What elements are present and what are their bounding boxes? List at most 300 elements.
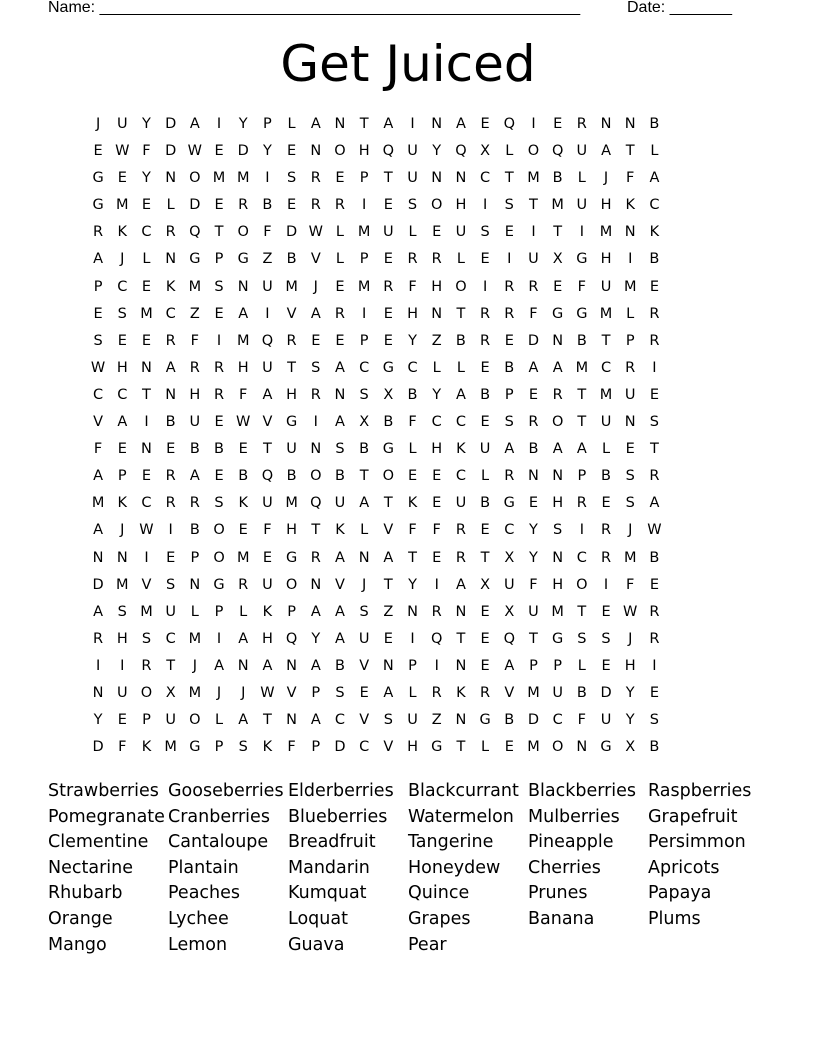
grid-letter: A <box>238 712 249 729</box>
grid-letter: E <box>166 441 176 458</box>
grid-letter: M <box>188 630 202 647</box>
word-list-item: Cherries <box>528 857 601 878</box>
grid-row <box>86 437 734 464</box>
grid-letter: T <box>529 630 538 647</box>
grid-row <box>86 546 734 573</box>
grid-letter: U <box>189 414 201 431</box>
grid-row <box>86 220 734 247</box>
word-list-item: Pineapple <box>528 832 614 853</box>
grid-letter: T <box>383 576 393 593</box>
grid-letter: T <box>408 549 417 566</box>
grid-letter: D <box>334 739 346 756</box>
grid-letter: P <box>625 332 635 349</box>
grid-letter: L <box>360 522 369 539</box>
grid-letter: Y <box>311 630 321 647</box>
grid-letter: J <box>192 657 197 674</box>
grid-letter: T <box>480 549 490 566</box>
grid-letter: R <box>93 224 104 241</box>
grid-letter: M <box>91 495 105 512</box>
grid-row <box>86 518 734 545</box>
grid-letter: M <box>212 170 226 187</box>
grid-letter: P <box>117 468 127 485</box>
grid-letter: E <box>432 549 442 566</box>
grid-letter: M <box>116 576 129 593</box>
grid-letter: C <box>359 359 370 376</box>
grid-letter: J <box>95 116 101 132</box>
grid-letter: H <box>116 630 128 647</box>
grid-letter: O <box>527 143 540 160</box>
grid-letter: N <box>237 657 249 674</box>
grid-letter: A <box>504 657 515 674</box>
grid-letter: T <box>383 170 393 187</box>
grid-letter: N <box>92 684 104 701</box>
word-list-item: Lemon <box>168 934 228 955</box>
grid-letter: R <box>141 657 152 674</box>
word-list-item: Lychee <box>168 908 229 929</box>
grid-row <box>86 166 734 193</box>
grid-letter: R <box>649 630 660 647</box>
grid-row <box>86 112 734 139</box>
grid-letter: N <box>189 576 201 593</box>
grid-letter: M <box>551 197 564 214</box>
grid-letter: M <box>527 739 540 756</box>
grid-letter: K <box>141 739 152 756</box>
grid-letter: R <box>431 251 442 268</box>
grid-letter: C <box>141 224 152 241</box>
grid-letter: B <box>334 468 345 485</box>
grid-letter: Y <box>432 386 442 403</box>
grid-letter: H <box>600 251 612 268</box>
grid-letter: R <box>93 630 104 647</box>
grid-letter: F <box>118 739 127 756</box>
word-list-item: Kumquat <box>288 883 367 904</box>
grid-letter: W <box>187 143 203 160</box>
grid-letter: B <box>214 441 224 458</box>
grid-letter: C <box>117 386 128 403</box>
grid-letter: G <box>382 441 394 458</box>
word-list-item: Blueberries <box>288 806 388 827</box>
grid-letter: B <box>649 739 660 756</box>
grid-letter: U <box>624 386 636 403</box>
grid-letter: B <box>359 441 370 458</box>
grid-row <box>86 681 734 708</box>
grid-letter: O <box>334 143 346 160</box>
word-list-item: Pomegranate <box>48 806 165 827</box>
grid-letter: E <box>528 495 539 512</box>
grid-letter: D <box>600 684 612 701</box>
word-list-item: Grapefruit <box>648 806 738 827</box>
grid-letter: I <box>434 576 439 593</box>
grid-letter: F <box>408 522 417 539</box>
grid-letter: L <box>577 657 586 674</box>
grid-letter: E <box>117 441 127 458</box>
grid-letter: U <box>286 441 297 458</box>
grid-letter: E <box>238 522 248 539</box>
grid-letter: R <box>213 359 225 376</box>
grid-letter: Y <box>408 332 417 349</box>
grid-letter: M <box>599 224 613 241</box>
grid-letter: A <box>117 414 128 431</box>
grid-letter: M <box>285 278 298 295</box>
grid-letter: A <box>528 359 539 376</box>
grid-letter: M <box>357 278 371 295</box>
grid-letter: H <box>600 197 612 214</box>
grid-letter: E <box>214 197 224 214</box>
word-list-item: Persimmon <box>648 832 746 853</box>
grid-letter: I <box>652 359 657 376</box>
grid-letter: C <box>431 414 442 431</box>
grid-letter: N <box>141 359 152 376</box>
grid-letter: B <box>576 684 587 701</box>
grid-letter: E <box>214 414 224 431</box>
grid-letter: J <box>628 630 633 647</box>
grid-letter: A <box>310 116 321 132</box>
grid-letter: L <box>456 251 465 268</box>
grid-letter: N <box>576 739 588 756</box>
grid-letter: S <box>649 414 660 431</box>
grid-letter: A <box>335 630 345 647</box>
grid-letter: H <box>552 495 564 512</box>
grid-letter: F <box>263 224 272 241</box>
grid-letter: I <box>95 657 101 674</box>
grid-letter: Y <box>142 170 151 187</box>
grid-letter: F <box>93 441 103 458</box>
grid-row <box>86 573 734 600</box>
grid-letter: T <box>383 495 393 512</box>
grid-letter: B <box>189 441 200 458</box>
grid-letter: E <box>432 224 442 241</box>
grid-letter: U <box>455 224 467 241</box>
grid-letter: E <box>625 441 635 458</box>
grid-letter: F <box>142 143 151 160</box>
grid-letter: G <box>92 170 104 187</box>
grid-letter: P <box>577 468 587 485</box>
grid-letter: A <box>189 468 200 485</box>
grid-letter: N <box>552 549 564 566</box>
grid-letter: I <box>603 576 609 593</box>
grid-letter: M <box>236 332 250 349</box>
grid-letter: K <box>456 684 466 701</box>
grid-letter: I <box>168 522 173 539</box>
grid-letter: U <box>383 224 394 241</box>
grid-letter: C <box>649 197 660 214</box>
grid-letter: U <box>262 576 273 593</box>
grid-letter: P <box>529 657 538 674</box>
grid-letter: P <box>504 386 514 403</box>
grid-letter: H <box>552 576 564 593</box>
grid-letter: W <box>308 224 323 241</box>
grid-letter: G <box>92 197 104 214</box>
word-list-item: Mango <box>48 934 107 955</box>
word-list-item: Raspberries <box>648 781 752 801</box>
grid-letter: R <box>431 603 442 620</box>
grid-letter: F <box>529 305 538 322</box>
grid-letter: R <box>238 197 249 214</box>
grid-letter: B <box>286 251 297 268</box>
grid-letter: Q <box>503 116 515 132</box>
grid-letter: S <box>649 712 660 729</box>
grid-letter: K <box>165 278 176 295</box>
grid-letter: S <box>504 197 514 214</box>
grid-letter: B <box>286 468 297 485</box>
grid-letter: B <box>601 468 611 485</box>
grid-letter: Q <box>431 630 443 647</box>
grid-letter: B <box>455 332 466 349</box>
grid-letter: M <box>599 386 613 403</box>
grid-letter: P <box>408 657 417 674</box>
grid-letter: F <box>263 522 272 539</box>
grid-letter: E <box>335 170 345 187</box>
grid-letter: S <box>117 603 127 620</box>
grid-letter: B <box>504 712 515 729</box>
grid-letter: O <box>213 522 225 539</box>
grid-letter: M <box>527 684 540 701</box>
grid-letter: N <box>431 116 443 132</box>
grid-letter: O <box>551 739 564 756</box>
word-list-row <box>48 881 768 907</box>
grid-letter: M <box>623 549 637 566</box>
grid-letter: J <box>120 522 125 539</box>
grid-letter: A <box>262 386 273 403</box>
grid-letter: A <box>189 116 200 132</box>
grid-letter: E <box>383 630 393 647</box>
grid-letter: M <box>140 305 153 322</box>
word-list-item: Grapes <box>408 908 471 929</box>
word-list-item: Elderberries <box>288 781 394 801</box>
grid-letter: H <box>116 359 128 376</box>
grid-letter: Z <box>431 332 442 349</box>
grid-letter: I <box>434 657 439 674</box>
word-list-item: Blackcurrant <box>408 781 519 801</box>
grid-letter: B <box>528 441 539 458</box>
grid-letter: E <box>480 657 490 674</box>
grid-letter: E <box>238 441 248 458</box>
grid-letter: X <box>165 684 176 701</box>
page-title: Get Juiced <box>280 35 536 93</box>
grid-letter: I <box>362 305 367 322</box>
grid-letter: O <box>455 278 467 295</box>
grid-letter: E <box>93 305 103 322</box>
grid-letter: D <box>286 224 298 241</box>
grid-letter: N <box>552 468 564 485</box>
grid-letter: D <box>92 576 104 593</box>
grid-letter: A <box>93 522 104 539</box>
grid-letter: U <box>407 143 418 160</box>
grid-letter: H <box>261 630 273 647</box>
grid-letter: S <box>335 684 345 701</box>
word-list-item: Peaches <box>168 883 241 904</box>
grid-letter: A <box>552 441 563 458</box>
grid-letter: N <box>382 657 394 674</box>
grid-letter: G <box>576 251 588 268</box>
grid-row <box>86 600 734 627</box>
grid-letter: A <box>335 414 345 431</box>
grid-letter: A <box>335 603 345 620</box>
grid-letter: F <box>190 332 200 349</box>
grid-letter: N <box>286 712 298 729</box>
grid-letter: I <box>144 549 149 566</box>
grid-letter: D <box>527 712 540 729</box>
grid-letter: S <box>311 359 321 376</box>
grid-letter: F <box>408 414 417 431</box>
grid-letter: E <box>383 251 393 268</box>
grid-letter: Q <box>285 630 298 647</box>
grid-letter: U <box>455 495 467 512</box>
grid-letter: I <box>531 116 536 132</box>
grid-letter: N <box>165 251 177 268</box>
grid-letter: M <box>285 495 298 512</box>
word-list-item: Gooseberries <box>168 781 284 801</box>
grid-letter: S <box>117 305 127 322</box>
grid-letter: V <box>286 305 297 322</box>
grid-letter: L <box>142 251 151 268</box>
grid-letter: B <box>649 116 660 132</box>
grid-letter: H <box>455 197 467 214</box>
grid-letter: R <box>407 251 418 268</box>
grid-row <box>86 708 734 735</box>
grid-letter: N <box>286 657 298 674</box>
grid-letter: U <box>407 170 418 187</box>
grid-letter: A <box>649 170 660 187</box>
grid-letter: N <box>552 332 564 349</box>
grid-letter: N <box>358 549 370 566</box>
grid-letter: B <box>480 495 491 512</box>
name-field-label: Name: ______________________________________________________ <box>48 0 581 16</box>
grid-letter: C <box>165 630 176 647</box>
word-list-item: Loquat <box>288 908 348 929</box>
grid-letter: Z <box>189 305 200 322</box>
grid-letter: P <box>311 684 321 701</box>
grid-letter: X <box>480 576 491 593</box>
grid-letter: M <box>623 278 637 295</box>
grid-letter: S <box>335 441 345 458</box>
grid-letter: O <box>310 468 322 485</box>
grid-letter: I <box>216 630 222 647</box>
grid-letter: R <box>286 332 297 349</box>
word-list-row <box>48 805 768 831</box>
grid-letter: T <box>456 630 466 647</box>
grid-letter: A <box>552 359 563 376</box>
grid-letter: O <box>237 224 249 241</box>
grid-letter: S <box>407 197 418 214</box>
grid-letter: E <box>214 143 224 160</box>
grid-letter: T <box>625 143 635 160</box>
grid-letter: R <box>310 549 321 566</box>
grid-letter: E <box>601 603 611 620</box>
grid-letter: R <box>504 468 515 485</box>
grid-letter: E <box>287 143 297 160</box>
grid-letter: J <box>241 684 246 701</box>
grid-letter: R <box>649 603 660 620</box>
grid-letter: U <box>407 712 418 729</box>
grid-letter: E <box>383 197 393 214</box>
grid-letter: E <box>601 495 611 512</box>
grid-letter: R <box>165 468 176 485</box>
grid-letter: I <box>120 657 125 674</box>
grid-letter: S <box>238 739 248 756</box>
grid-letter: P <box>214 739 224 756</box>
grid-letter: X <box>504 549 515 566</box>
grid-letter: C <box>504 522 515 539</box>
grid-letter: Q <box>455 143 467 160</box>
grid-letter: E <box>480 251 490 268</box>
grid-letter: M <box>575 359 589 376</box>
grid-letter: R <box>238 576 249 593</box>
grid-row <box>86 302 734 329</box>
grid-letter: U <box>576 143 588 160</box>
grid-letter: P <box>359 251 369 268</box>
grid-letter: S <box>504 414 514 431</box>
grid-row <box>86 654 734 681</box>
grid-letter: M <box>599 305 613 322</box>
grid-letter: N <box>334 386 346 403</box>
grid-letter: N <box>141 441 152 458</box>
grid-letter: E <box>262 549 272 566</box>
grid-letter: L <box>577 170 586 187</box>
grid-letter: P <box>214 251 224 268</box>
grid-letter: R <box>334 197 345 214</box>
grid-letter: V <box>310 251 321 268</box>
grid-letter: J <box>362 576 367 593</box>
grid-letter: F <box>287 739 296 756</box>
word-list-item: Orange <box>48 908 113 929</box>
grid-letter: I <box>482 197 488 214</box>
grid-letter: N <box>431 305 443 322</box>
grid-letter: B <box>383 414 394 431</box>
grid-letter: S <box>553 522 563 539</box>
grid-letter: A <box>165 359 176 376</box>
grid-letter: N <box>165 170 177 187</box>
grid-letter: A <box>262 657 273 674</box>
grid-letter: B <box>480 386 491 403</box>
grid-letter: X <box>552 251 563 268</box>
grid-letter: D <box>92 739 104 756</box>
grid-letter: R <box>504 305 515 322</box>
word-list-item: Plantain <box>168 857 239 878</box>
grid-letter: C <box>141 495 152 512</box>
grid-letter: O <box>213 549 225 566</box>
grid-letter: U <box>116 116 128 132</box>
grid-letter: E <box>407 468 418 485</box>
grid-letter: C <box>407 359 418 376</box>
grid-letter: H <box>189 386 201 403</box>
grid-letter: Q <box>261 468 274 485</box>
grid-letter: K <box>456 441 466 458</box>
grid-letter: E <box>480 603 490 620</box>
grid-letter: F <box>577 278 587 295</box>
grid-letter: B <box>576 332 587 349</box>
grid-letter: U <box>479 441 491 458</box>
grid-letter: A <box>383 684 394 701</box>
grid-letter: D <box>527 332 540 349</box>
grid-letter: E <box>141 278 152 295</box>
grid-letter: G <box>576 305 588 322</box>
grid-letter: Y <box>529 549 538 566</box>
grid-letter: M <box>357 224 371 241</box>
grid-letter: R <box>600 549 612 566</box>
grid-letter: M <box>236 549 250 566</box>
grid-letter: D <box>165 143 177 160</box>
word-list-item: Nectarine <box>48 857 133 878</box>
grid-letter: R <box>649 468 660 485</box>
grid-letter: W <box>647 522 662 539</box>
grid-letter: H <box>358 143 370 160</box>
grid-letter: N <box>431 170 443 187</box>
grid-letter: C <box>93 386 104 403</box>
grid-letter: E <box>480 116 490 132</box>
word-list-item: Mulberries <box>528 806 620 827</box>
grid-letter: E <box>553 116 563 132</box>
